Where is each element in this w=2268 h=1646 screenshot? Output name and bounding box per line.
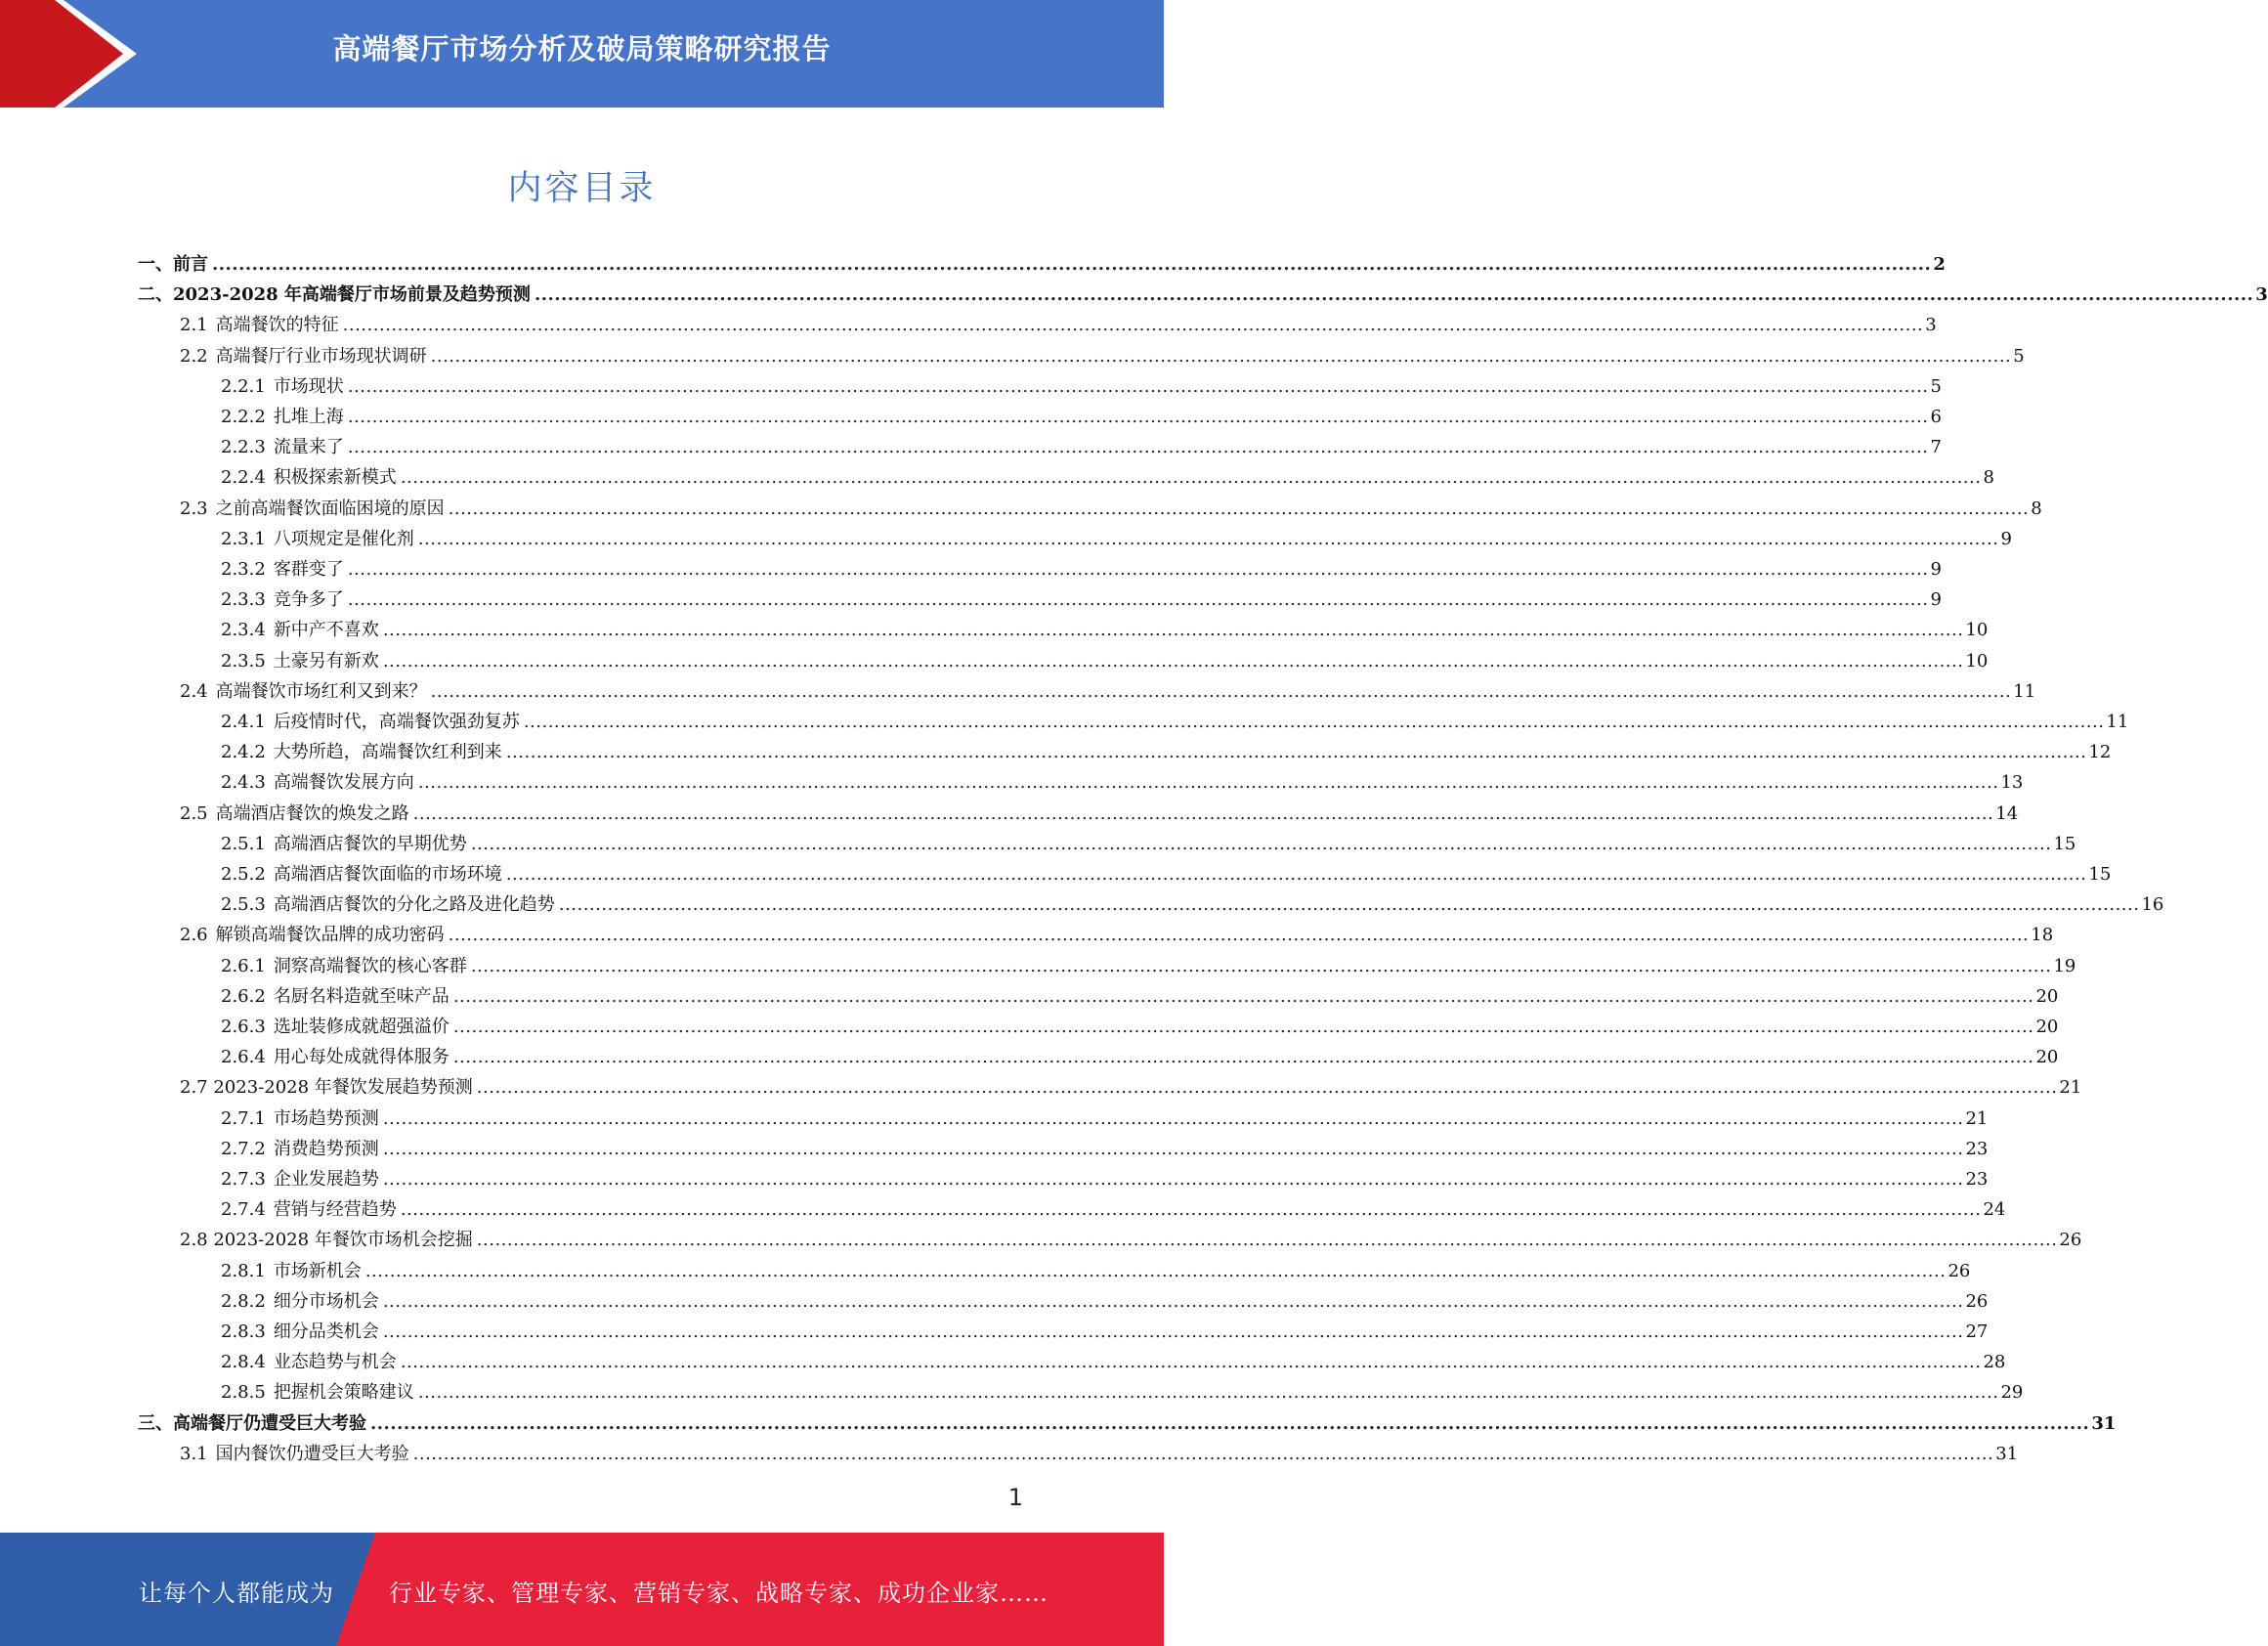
toc-entry[interactable] bbox=[221, 1042, 2059, 1072]
toc-entry-number: 2.3.4 bbox=[221, 620, 266, 641]
toc-entry-title: 名厨名料造就至味产品 bbox=[273, 985, 449, 1007]
toc-dot-leader: .................................................................................................................................................................................................................................................................... bbox=[476, 1230, 2058, 1251]
toc-dot-leader: .................................................................................................................................................................................................................................................................... bbox=[347, 437, 1929, 458]
toc-entry[interactable] bbox=[180, 494, 2042, 524]
toc-entry-title: 一、前言 bbox=[138, 254, 208, 275]
toc-dot-leader: .................................................................................................................................................................................................................................................................... bbox=[417, 528, 1999, 549]
toc-entry-page: 8 bbox=[1983, 467, 1994, 489]
toc-dot-leader: .................................................................................................................................................................................................................................................................... bbox=[470, 833, 2052, 854]
toc-entry-page: 10 bbox=[1965, 620, 1989, 641]
toc-entry[interactable] bbox=[221, 1347, 2006, 1377]
toc-entry-title: 消费趋势预测 bbox=[273, 1138, 379, 1159]
toc-entry[interactable] bbox=[221, 859, 2112, 889]
toc-entry-title: 客群变了 bbox=[273, 559, 344, 580]
toc-entry-number: 2.6.3 bbox=[221, 1017, 266, 1037]
toc-entry-page: 8 bbox=[2031, 498, 2042, 519]
toc-entry-number: 2.1 bbox=[180, 315, 208, 336]
toc-entry-page: 5 bbox=[1930, 375, 1942, 397]
toc-entry-title: 企业发展趋势 bbox=[273, 1169, 379, 1190]
toc-entry[interactable] bbox=[221, 767, 2024, 798]
toc-entry-page: 31 bbox=[1995, 1443, 2019, 1464]
toc-entry-number: 2.4.3 bbox=[221, 772, 266, 794]
toc-entry[interactable] bbox=[221, 554, 1942, 585]
toc-entry-title: 之前高端餐饮面临困境的原因 bbox=[215, 498, 445, 519]
toc-dot-leader: .................................................................................................................................................................................................................................................................... bbox=[452, 985, 2034, 1007]
toc-entry-number: 2.3.5 bbox=[221, 650, 266, 671]
toc-entry-title: 高端餐饮发展方向 bbox=[273, 772, 414, 794]
toc-entry[interactable] bbox=[221, 1377, 2024, 1408]
toc-entry-number: 2.2.3 bbox=[221, 437, 266, 458]
toc-entry-title: 三、高端餐厅仍遭受巨大考验 bbox=[138, 1412, 366, 1434]
toc-dot-leader: .................................................................................................................................................................................................................................................................... bbox=[212, 254, 1932, 275]
toc-entry[interactable] bbox=[180, 341, 2025, 371]
toc-entry-page: 11 bbox=[2106, 712, 2129, 732]
toc-entry-number: 2.8.2 bbox=[221, 1290, 266, 1312]
toc-entry[interactable] bbox=[180, 1439, 2019, 1469]
toc-entry[interactable] bbox=[221, 707, 2129, 737]
toc-dot-leader: .................................................................................................................................................................................................................................................................... bbox=[523, 712, 2105, 732]
toc-entry[interactable] bbox=[221, 981, 2059, 1012]
toc-entry-number: 2.7.3 bbox=[221, 1169, 266, 1190]
toc-entry-title: 业态趋势与机会 bbox=[273, 1352, 397, 1373]
toc-entry-page: 5 bbox=[2013, 345, 2025, 367]
toc-entry-page: 26 bbox=[1965, 1290, 1989, 1312]
toc-entry-number: 2.7.2 bbox=[221, 1138, 266, 1159]
toc-entry-title: 2.7 2023-2028 年餐饮发展趋势预测 bbox=[180, 1077, 473, 1099]
toc-entry-number: 2.5.1 bbox=[221, 833, 266, 854]
toc-entry-title: 营销与经营趋势 bbox=[273, 1199, 397, 1221]
toc-entry-page: 6 bbox=[1930, 407, 1942, 427]
toc-entry-title: 细分品类机会 bbox=[273, 1321, 379, 1342]
toc-entry-number: 2.5.2 bbox=[221, 864, 266, 885]
toc-entry-title: 高端酒店餐饮面临的市场环境 bbox=[273, 864, 502, 885]
toc-dot-leader: .................................................................................................................................................................................................................................................................... bbox=[558, 894, 2140, 916]
toc-entry-number: 2.2.4 bbox=[221, 467, 266, 489]
toc-entry-number: 2.7.4 bbox=[221, 1199, 266, 1221]
toc-entry-number: 2.8.5 bbox=[221, 1382, 266, 1404]
toc-entry-page: 23 bbox=[1965, 1169, 1989, 1190]
toc-entry-page: 9 bbox=[2000, 528, 2012, 549]
toc-entry-title: 细分市场机会 bbox=[273, 1290, 379, 1312]
toc-entry[interactable] bbox=[221, 462, 1994, 493]
toc-entry[interactable] bbox=[221, 889, 2164, 920]
toc-entry-title: 选址装修成就超强溢价 bbox=[273, 1017, 449, 1037]
toc-dot-leader: .................................................................................................................................................................................................................................................................... bbox=[347, 589, 1929, 611]
toc-entry-title: 高端餐厅行业市场现状调研 bbox=[215, 345, 427, 367]
toc-entry-title: 大势所趋，高端餐饮红利到来 bbox=[273, 742, 502, 763]
toc-entry[interactable] bbox=[221, 1012, 2059, 1042]
toc-entry-number: 2.3.1 bbox=[221, 528, 266, 549]
toc-entry-title: 把握机会策略建议 bbox=[273, 1382, 414, 1404]
toc-dot-leader: .................................................................................................................................................................................................................................................................... bbox=[505, 864, 2087, 885]
toc-entry-page: 11 bbox=[2013, 680, 2036, 702]
toc-entry-number: 3.1 bbox=[180, 1443, 208, 1464]
toc-entry-page: 19 bbox=[2053, 955, 2076, 976]
toc-dot-leader: .................................................................................................................................................................................................................................................................... bbox=[347, 407, 1929, 427]
toc-entry-title: 竞争多了 bbox=[273, 589, 344, 611]
toc-entry[interactable] bbox=[180, 310, 1937, 340]
toc-entry[interactable] bbox=[221, 615, 1989, 645]
toc-entry-page: 24 bbox=[1983, 1199, 2006, 1221]
toc-entry[interactable] bbox=[221, 646, 1989, 676]
toc-entry-title: 高端餐饮市场红利又到来？ bbox=[215, 680, 427, 702]
toc-dot-leader: .................................................................................................................................................................................................................................................................... bbox=[476, 1077, 2058, 1099]
toc-entry[interactable] bbox=[221, 1256, 1971, 1286]
footer-slogan-left: 让每个人都能成为 bbox=[139, 1580, 334, 1607]
toc-dot-leader: .................................................................................................................................................................................................................................................................... bbox=[430, 345, 2012, 367]
footer-slogan-right: 行业专家、管理专家、营销专家、战略专家、成功企业家…… bbox=[389, 1580, 1048, 1607]
toc-dot-leader: .................................................................................................................................................................................................................................................................... bbox=[452, 1047, 2034, 1068]
toc-dot-leader: .................................................................................................................................................................................................................................................................... bbox=[534, 284, 2254, 306]
toc-dot-leader: .................................................................................................................................................................................................................................................................... bbox=[505, 742, 2087, 763]
toc-entry-number: 2.4 bbox=[180, 680, 208, 702]
toc-entry-page: 12 bbox=[2088, 742, 2112, 763]
toc-dot-leader: .................................................................................................................................................................................................................................................................... bbox=[430, 680, 2012, 702]
toc-entry-number: 2.5 bbox=[180, 802, 208, 824]
toc-entry-page: 7 bbox=[1930, 437, 1942, 458]
toc-entry-page: 28 bbox=[1983, 1352, 2006, 1373]
toc-entry-page: 9 bbox=[1930, 589, 1942, 611]
toc-entry-title: 洞察高端餐饮的核心客群 bbox=[273, 955, 467, 976]
toc-entry[interactable] bbox=[180, 676, 2036, 707]
page-number: 1 bbox=[1007, 1484, 1023, 1511]
toc-entry[interactable] bbox=[221, 737, 2112, 767]
toc-entry[interactable] bbox=[221, 524, 2012, 554]
toc-entry-title: 高端酒店餐饮的焕发之路 bbox=[215, 802, 409, 824]
page-footer bbox=[0, 1533, 1164, 1646]
toc-heading: 内容目录 bbox=[507, 169, 657, 208]
toc-entry-page: 20 bbox=[2035, 1047, 2059, 1068]
toc-entry-number: 2.8.4 bbox=[221, 1352, 266, 1373]
toc-entry[interactable] bbox=[221, 585, 1942, 615]
toc-entry-page: 15 bbox=[2088, 864, 2112, 885]
toc-entry-page: 3 bbox=[2255, 284, 2268, 306]
toc-entry[interactable] bbox=[221, 1194, 2006, 1225]
toc-entry[interactable] bbox=[180, 799, 2019, 829]
toc-dot-leader: .................................................................................................................................................................................................................................................................... bbox=[417, 772, 1999, 794]
toc-entry[interactable] bbox=[221, 951, 2076, 981]
toc-entry-page: 13 bbox=[2000, 772, 2024, 794]
toc-entry-page: 9 bbox=[1930, 559, 1942, 580]
toc-entry[interactable] bbox=[180, 920, 2054, 950]
toc-entry[interactable] bbox=[221, 371, 1942, 402]
toc-entry-page: 2 bbox=[1933, 254, 1946, 275]
toc-entry-title: 新中产不喜欢 bbox=[273, 620, 379, 641]
toc-entry[interactable] bbox=[221, 829, 2076, 859]
toc-entry-number: 2.6.1 bbox=[221, 955, 266, 976]
toc-entry-number: 2.5.3 bbox=[221, 894, 266, 916]
toc-dot-leader: .................................................................................................................................................................................................................................................................... bbox=[382, 1107, 1964, 1129]
toc-dot-leader: .................................................................................................................................................................................................................................................................... bbox=[382, 620, 1964, 641]
toc-entry[interactable] bbox=[180, 1225, 2082, 1255]
toc-dot-leader: .................................................................................................................................................................................................................................................................... bbox=[382, 1321, 1964, 1342]
toc-entry-number: 2.2.2 bbox=[221, 407, 266, 427]
toc-entry[interactable] bbox=[221, 432, 1942, 462]
toc-dot-leader: .................................................................................................................................................................................................................................................................... bbox=[448, 925, 2030, 946]
toc-dot-leader: .................................................................................................................................................................................................................................................................... bbox=[382, 1169, 1964, 1190]
toc-dot-leader: .................................................................................................................................................................................................................................................................... bbox=[342, 315, 1924, 336]
toc-entry-page: 21 bbox=[2059, 1077, 2082, 1099]
toc-entry-title: 积极探索新模式 bbox=[273, 467, 397, 489]
toc-entry-page: 27 bbox=[1965, 1321, 1989, 1342]
toc-entry-number: 2.4.1 bbox=[221, 712, 266, 732]
toc-dot-leader: .................................................................................................................................................................................................................................................................... bbox=[412, 802, 1994, 824]
toc-entry-title: 市场趋势预测 bbox=[273, 1107, 379, 1129]
toc-entry-number: 2.3.3 bbox=[221, 589, 266, 611]
toc-entry[interactable] bbox=[138, 280, 2268, 310]
toc-entry-page: 10 bbox=[1965, 650, 1989, 671]
toc-dot-leader: .................................................................................................................................................................................................................................................................... bbox=[417, 1382, 1999, 1404]
toc-entry[interactable] bbox=[138, 1408, 2117, 1439]
toc-entry-page: 20 bbox=[2035, 985, 2059, 1007]
toc-dot-leader: .................................................................................................................................................................................................................................................................... bbox=[370, 1412, 2090, 1434]
toc-entry[interactable] bbox=[221, 1104, 1989, 1134]
toc-entry-title: 国内餐饮仍遭受巨大考验 bbox=[215, 1443, 409, 1464]
toc-entry-page: 31 bbox=[2091, 1412, 2117, 1434]
toc-entry[interactable] bbox=[221, 1134, 1989, 1164]
toc-dot-leader: .................................................................................................................................................................................................................................................................... bbox=[470, 955, 2052, 976]
toc-dot-leader: .................................................................................................................................................................................................................................................................... bbox=[400, 1199, 1982, 1221]
toc-entry[interactable] bbox=[138, 249, 1946, 280]
toc-entry-number: 2.4.2 bbox=[221, 742, 266, 763]
toc-entry-page: 29 bbox=[2000, 1382, 2024, 1404]
toc-entry-title: 扎堆上海 bbox=[273, 407, 344, 427]
toc-dot-leader: .................................................................................................................................................................................................................................................................... bbox=[347, 375, 1929, 397]
toc-entry-title: 后疫情时代，高端餐饮强劲复苏 bbox=[273, 712, 520, 732]
toc-entry-title: 高端餐饮的特征 bbox=[215, 315, 339, 336]
toc-entry-title: 二、2023-2028 年高端餐厅市场前景及趋势预测 bbox=[138, 284, 531, 306]
toc-entry-page: 18 bbox=[2031, 925, 2054, 946]
report-title: 高端餐厅市场分析及破局策略研究报告 bbox=[332, 32, 832, 65]
toc-entry-title: 用心每处成就得体服务 bbox=[273, 1047, 449, 1068]
toc-dot-leader: .................................................................................................................................................................................................................................................................... bbox=[448, 498, 2030, 519]
toc-entry[interactable] bbox=[221, 1317, 1989, 1347]
toc-entry-title: 土豪另有新欢 bbox=[273, 650, 379, 671]
toc-dot-leader: .................................................................................................................................................................................................................................................................... bbox=[347, 559, 1929, 580]
toc-entry-number: 2.8.3 bbox=[221, 1321, 266, 1342]
toc-entry-page: 20 bbox=[2035, 1017, 2059, 1037]
toc-entry[interactable] bbox=[180, 1072, 2082, 1103]
toc-entry-title: 市场现状 bbox=[273, 375, 344, 397]
toc-entry-number: 2.6 bbox=[180, 925, 208, 946]
toc-entry-number: 2.3 bbox=[180, 498, 208, 519]
toc-dot-leader: .................................................................................................................................................................................................................................................................... bbox=[412, 1443, 1994, 1464]
toc-entry[interactable] bbox=[221, 1286, 1989, 1317]
toc-entry-page: 26 bbox=[2059, 1230, 2082, 1251]
toc-entry-number: 2.7.1 bbox=[221, 1107, 266, 1129]
toc-entry-title: 解锁高端餐饮品牌的成功密码 bbox=[215, 925, 445, 946]
toc-dot-leader: .................................................................................................................................................................................................................................................................... bbox=[382, 1290, 1964, 1312]
toc-entry-number: 2.6.4 bbox=[221, 1047, 266, 1068]
toc-dot-leader: .................................................................................................................................................................................................................................................................... bbox=[364, 1260, 1947, 1281]
toc-entry-page: 21 bbox=[1965, 1107, 1989, 1129]
toc-entry[interactable] bbox=[221, 402, 1942, 432]
toc-dot-leader: .................................................................................................................................................................................................................................................................... bbox=[382, 650, 1964, 671]
toc-entry-title: 流量来了 bbox=[273, 437, 344, 458]
toc-entry-title: 高端酒店餐饮的分化之路及进化趋势 bbox=[273, 894, 555, 916]
toc-entry-number: 2.6.2 bbox=[221, 985, 266, 1007]
toc-entry-page: 23 bbox=[1965, 1138, 1989, 1159]
toc-entry-page: 3 bbox=[1925, 315, 1937, 336]
toc-entry-title: 八项规定是催化剂 bbox=[273, 528, 414, 549]
toc-dot-leader: .................................................................................................................................................................................................................................................................... bbox=[400, 1352, 1982, 1373]
page-header bbox=[0, 0, 1164, 108]
toc-entry-title: 高端酒店餐饮的早期优势 bbox=[273, 833, 467, 854]
toc-entry[interactable] bbox=[221, 1164, 1989, 1194]
toc-entry-number: 2.8.1 bbox=[221, 1260, 266, 1281]
toc-entry-number: 2.2 bbox=[180, 345, 208, 367]
toc-entry-title: 市场新机会 bbox=[273, 1260, 362, 1281]
toc-entry-page: 26 bbox=[1947, 1260, 1971, 1281]
toc-dot-leader: .................................................................................................................................................................................................................................................................... bbox=[452, 1017, 2034, 1037]
toc-entry-number: 2.2.1 bbox=[221, 375, 266, 397]
toc-entry-page: 14 bbox=[1995, 802, 2019, 824]
toc-entry-page: 16 bbox=[2141, 894, 2164, 916]
toc-dot-leader: .................................................................................................................................................................................................................................................................... bbox=[382, 1138, 1964, 1159]
toc-entry-title: 2.8 2023-2028 年餐饮市场机会挖掘 bbox=[180, 1230, 473, 1251]
toc-entry-number: 2.3.2 bbox=[221, 559, 266, 580]
toc-dot-leader: .................................................................................................................................................................................................................................................................... bbox=[400, 467, 1982, 489]
toc-entry-page: 15 bbox=[2053, 833, 2076, 854]
